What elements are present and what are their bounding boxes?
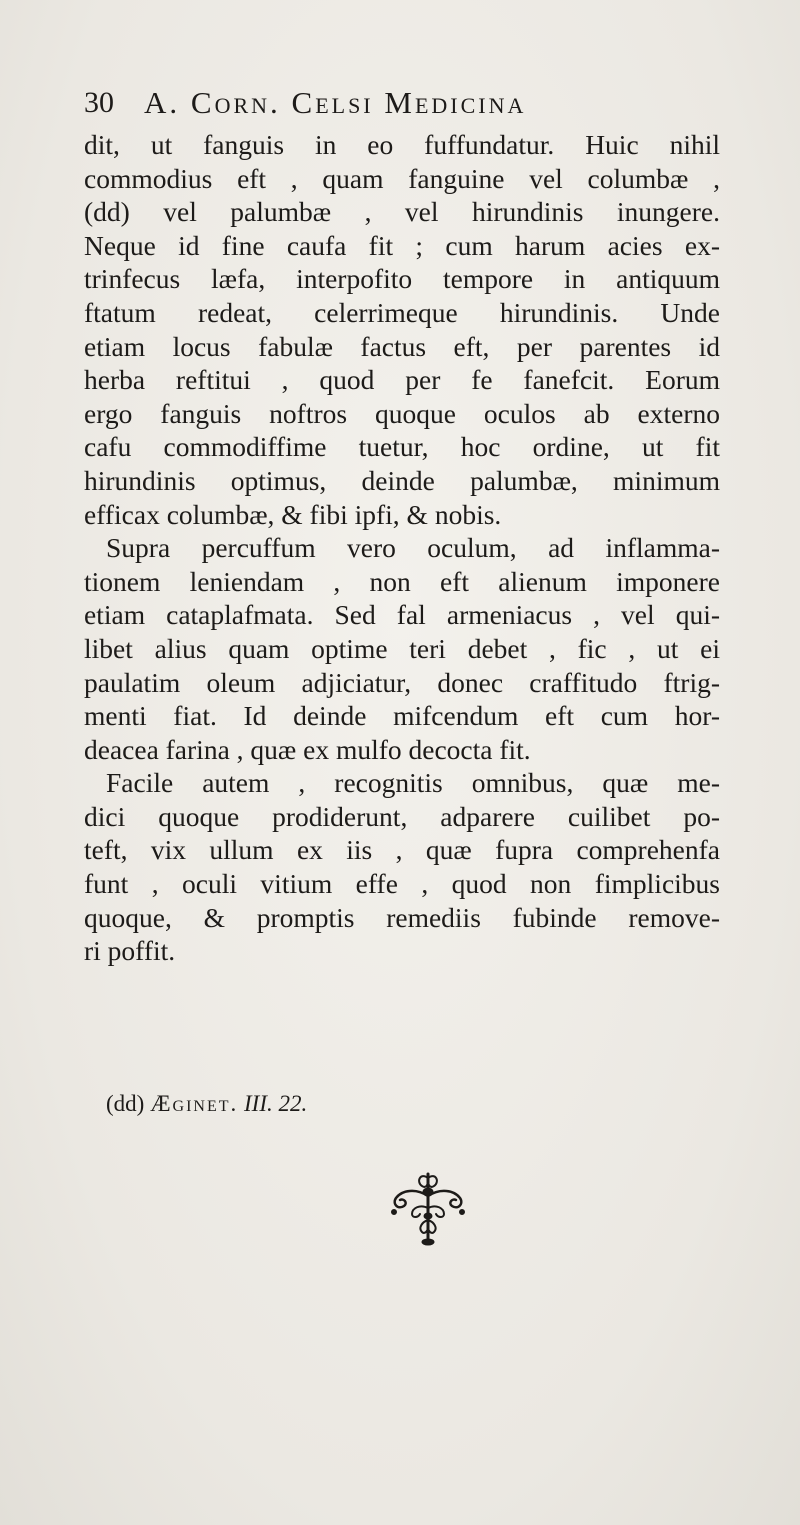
text-line: ri poffit. (84, 935, 176, 967)
text-line: etiam cataplafmata. Sed fal armeniacus , vel qui- (84, 599, 720, 631)
footnote-reference: III. 22. (244, 1091, 308, 1116)
text-line: tionem leniendam , non eft alienum imponere (84, 565, 720, 597)
text-line: hirundinis optimus, deinde palumbæ, minimum (84, 464, 720, 496)
text-line: dici quoque prodiderunt, adparere cuilibet po- (84, 800, 720, 832)
page-header (84, 83, 724, 123)
text-line: Facile autem , recognitis omnibus, quæ me- (106, 767, 720, 799)
text-line: trinfecus læfa, interpofito tempore in antiquum (84, 263, 720, 295)
text-line: libet alius quam optime teri debet , fic , ut ei (84, 632, 720, 664)
text-line: Neque id fine caufa fit ; cum harum acies ex- (84, 229, 720, 261)
footnote (106, 1089, 307, 1119)
text-line: menti fiat. Id deinde mifcendum eft cum hor- (84, 700, 720, 732)
footnote-marker: (dd) (106, 1091, 145, 1116)
text-line: deacea farina , quæ ex mulfo decocta fit. (84, 733, 531, 765)
text-line: herba reftitui , quod per fe fanefcit. Eorum (84, 364, 720, 396)
text-line: ftatum redeat, celerrimeque hirundinis. Unde (84, 296, 720, 328)
text-line: (dd) vel palumbæ , vel hirundinis inungere. (84, 196, 720, 228)
printers-fleuron-icon (382, 1168, 474, 1248)
text-line: Supra percuffum vero oculum, ad inflamma- (106, 532, 720, 564)
footnote-author: Æginet. (150, 1091, 239, 1116)
running-title: A. Corn. Celsi Medicina (144, 85, 527, 120)
text-line: cafu commodiffime tuetur, hoc ordine, ut fit (84, 431, 720, 463)
text-line: dit, ut fanguis in eo fuffundatur. Huic nihil (84, 129, 720, 160)
text-line: quoque, & promptis remediis fubinde remove- (84, 901, 720, 933)
text-line: funt , oculi vitium effe , quod non fimplicibus (84, 868, 720, 900)
text-line: etiam locus fabulæ factus eft, per parentes id (84, 330, 720, 362)
body-text (84, 128, 720, 968)
text-line: paulatim oleum adjiciatur, donec craffitudo ftrig- (84, 666, 720, 698)
text-line: ergo fanguis noftros quoque oculos ab externo (84, 397, 720, 429)
text-line: efficax columbæ, & fibi ipfi, & nobis. (84, 498, 502, 530)
text-line: commodius eft , quam fanguine vel columbæ , (84, 162, 720, 194)
page-number: 30 (84, 86, 114, 119)
text-line: teft, vix ullum ex iis , quæ fupra comprehenfa (84, 834, 720, 866)
